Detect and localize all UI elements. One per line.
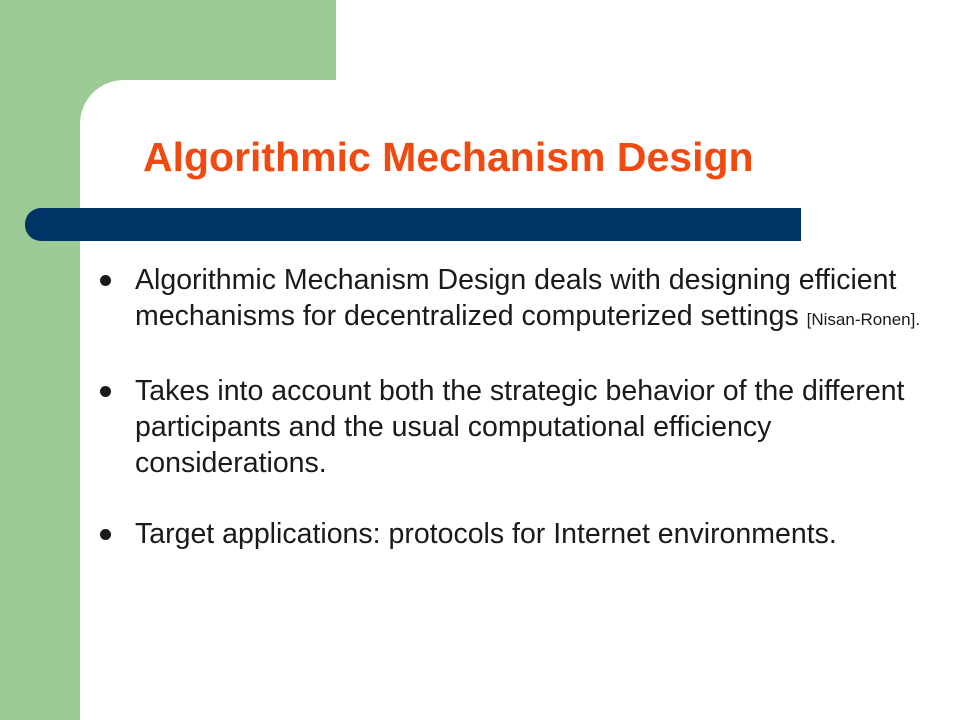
bullet-dot-icon bbox=[100, 529, 111, 540]
bullet-text: Target applications: protocols for Internet environments. bbox=[135, 518, 837, 550]
bullet-item bbox=[100, 262, 945, 338]
bullet-text: Algorithmic Mechanism Design deals with designing efficient mechanisms for decentralized computerized settings bbox=[135, 264, 897, 332]
bullet-item bbox=[100, 516, 945, 552]
bullet-dot-icon bbox=[100, 275, 111, 286]
title-underline-bar bbox=[25, 208, 801, 241]
bullet-dot-icon bbox=[100, 386, 111, 397]
bullet-list bbox=[100, 262, 945, 552]
bullet-text: Takes into account both the strategic behavior of the different participants and the usual computational efficiency considerations. bbox=[135, 375, 905, 479]
bullet-item bbox=[100, 373, 945, 481]
slide-title: Algorithmic Mechanism Design bbox=[143, 134, 754, 180]
citation: [Nisan-Ronen]. bbox=[806, 310, 921, 329]
